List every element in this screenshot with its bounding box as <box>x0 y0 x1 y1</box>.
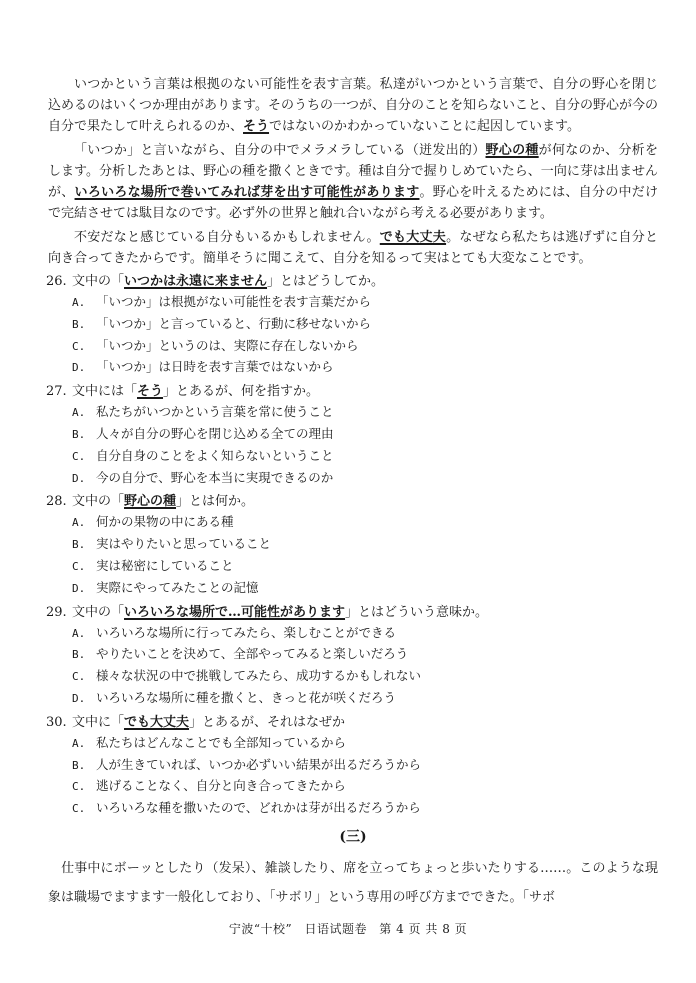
option-letter: B. <box>72 427 86 441</box>
stem-suffix: 」とあるが、何を指すか。 <box>163 384 320 400</box>
question-list <box>48 271 658 820</box>
stem-suffix: 」とはどうしてか。 <box>267 274 385 289</box>
question-number: 30. <box>46 714 67 730</box>
question-stem <box>46 491 658 512</box>
underlined-phrase: そう <box>137 384 164 400</box>
answer-option <box>72 623 658 645</box>
answer-option <box>72 292 658 314</box>
answer-option <box>72 402 658 424</box>
section3-paragraph: 仕事中にボーッとしたり（发呆）、雑談したり、席を立ってちょっと歩いたりする……。このような現象は職場でますます一般化しており、「サボリ」という専用の呼び方までできた。「サボ <box>48 860 658 905</box>
answer-option <box>72 733 658 755</box>
answer-option <box>72 446 658 468</box>
option-letter: A. <box>72 296 86 309</box>
option-text: 私たちはどんなことでも全部知っているから <box>96 734 347 750</box>
page-footer <box>0 920 696 937</box>
answer-option <box>72 755 658 777</box>
answer-option <box>72 424 658 446</box>
answer-option <box>72 688 658 710</box>
stem-prefix: 文中の「 <box>72 274 125 289</box>
question-26 <box>48 271 658 379</box>
question-28 <box>48 491 658 599</box>
answer-option <box>72 776 658 798</box>
option-text: 「いつか」は根拠がない可能性を表す言葉だから <box>96 294 372 309</box>
option-letter: A. <box>72 406 86 420</box>
answer-option <box>72 512 658 534</box>
section-heading: (三) <box>339 828 367 845</box>
option-letter: B. <box>72 538 86 552</box>
option-letter: C. <box>72 780 86 794</box>
underlined-phrase: 野心の種 <box>124 494 177 510</box>
option-letter: C. <box>72 339 86 353</box>
question-number: 29. <box>46 604 67 620</box>
text-run: いつかという言葉は根拠のない可能性を表す言葉。私達がいつかという言葉で、自分の野心を閉じ込めるのはいくつか理由があります。そのうちの一つが、自分のことを知らないこと、自分の野心が今の自分で果たして叶えられるのか、 <box>48 77 658 134</box>
text-run: 。野心を叶えるためには、自分の中だけで完結させては駄目なのです。必ず外の世界と触れ合いながら考える必要があります。 <box>48 185 658 221</box>
passage-paragraph-1 <box>48 74 658 137</box>
underlined-phrase: 野心の種 <box>485 143 539 158</box>
option-text: 「いつか」というのは、実際に存在しないから <box>96 337 359 353</box>
stem-prefix: 文中の「 <box>72 604 125 620</box>
underlined-phrase: いろいろな場所で巻いてみれば芽を出す可能性があります <box>74 185 420 200</box>
option-text: 実際にやってみたことの記憶 <box>96 579 259 595</box>
option-text: 人が生きていれば、いつか必ずいい結果が出るだろうから <box>96 756 422 772</box>
text-run: 。なぜなら私たちは逃げずに自分と向き合ってきたからです。簡単そうに聞こえて、自分を知るって実はとても大変なことです。 <box>48 230 658 266</box>
option-text: 実はやりたいと思っていること <box>96 536 272 552</box>
option-letter: C. <box>72 670 86 684</box>
option-text: 逃げることなく、自分と向き合ってきたから <box>96 778 346 794</box>
option-text: 私たちがいつかという言葉を常に使うこと <box>96 404 334 420</box>
question-stem <box>46 381 658 402</box>
underlined-phrase: そう <box>243 119 270 134</box>
answer-option <box>72 798 658 820</box>
option-letter: A. <box>72 736 86 750</box>
stem-suffix: 」とあるが、それはなぜか <box>189 714 346 730</box>
question-stem <box>46 271 658 292</box>
passage-paragraph-2 <box>48 140 658 224</box>
footer-page-number: 第 4 页 共 8 页 <box>379 922 468 936</box>
option-letter: D. <box>72 691 86 705</box>
option-letter: C. <box>72 802 86 816</box>
text-run: 「いつか」と言いながら、自分の中でメラメラしている（迸发出的） <box>74 143 486 158</box>
option-text: 自分自身のことをよく知らないということ <box>96 447 334 463</box>
answer-option <box>72 556 658 578</box>
option-letter: A. <box>72 516 86 530</box>
answer-option <box>72 357 658 379</box>
option-text: 人々が自分の野心を閉じ込める全ての理由 <box>96 425 334 441</box>
footer-subject: 日语试题卷 <box>304 922 367 936</box>
question-27 <box>48 381 658 489</box>
option-text: いろいろな種を撒いたので、どれかは芽が出るだろうから <box>96 800 421 816</box>
question-number: 26. <box>46 274 67 289</box>
text-run: 不安だなと感じている自分もいるかもしれません。 <box>74 230 380 245</box>
underlined-phrase: でも大丈夫 <box>124 714 190 730</box>
stem-suffix: 」とはどういう意味か。 <box>345 604 489 620</box>
option-text: いろいろな場所に行ってみたら、楽しむことができる <box>96 624 397 640</box>
question-30 <box>48 712 658 820</box>
option-text: 「いつか」は日時を表す言葉ではないから <box>96 359 334 375</box>
text-run: ではないのかわかっていないことに起因しています。 <box>269 119 580 134</box>
question-stem <box>46 712 658 733</box>
option-letter: B. <box>72 648 86 662</box>
answer-option <box>72 468 658 490</box>
option-text: 何かの果物の中にある種 <box>96 514 234 530</box>
footer-school: 宁波“十校” <box>228 922 293 936</box>
text-run: が何なのか、分析をします。分析したあとは、野心の種を撒くときです。種は自分で握りしめていたら、一向に芽は出ませんが、 <box>48 143 658 200</box>
option-letter: C. <box>72 449 86 463</box>
option-letter: A. <box>72 626 86 640</box>
option-letter: B. <box>72 758 86 772</box>
underlined-phrase: いつかは永遠に来ません <box>124 274 268 289</box>
answer-option <box>72 644 658 666</box>
exam-page <box>48 74 658 912</box>
option-text: 実は秘密にしていること <box>96 557 234 573</box>
stem-suffix: 」とは何か。 <box>176 494 255 510</box>
answer-option <box>72 336 658 358</box>
option-text: 「いつか」と言っていると、行動に移せないから <box>96 315 372 331</box>
answer-option <box>72 666 658 688</box>
option-text: いろいろな場所に種を撒くと、きっと花が咲くだろう <box>96 689 397 705</box>
stem-prefix: 文中の「 <box>72 494 125 510</box>
stem-prefix: 文中に「 <box>72 714 125 730</box>
option-text: やりたいことを決めて、全部やってみると楽しいだろう <box>96 646 409 662</box>
question-stem <box>46 602 658 623</box>
option-letter: D. <box>72 361 86 375</box>
passage-paragraph-3 <box>48 227 658 269</box>
answer-option <box>72 534 658 556</box>
answer-option <box>72 314 658 336</box>
answer-option <box>72 578 658 600</box>
option-letter: D. <box>72 581 86 595</box>
question-number: 28. <box>46 494 67 510</box>
underlined-phrase: でも大丈夫 <box>379 230 447 245</box>
underlined-phrase: いろいろな場所で…可能性があります <box>124 604 346 620</box>
option-letter: B. <box>72 317 86 331</box>
option-text: 様々な状況の中で挑戦してみたら、成功するかもしれない <box>96 668 422 684</box>
stem-prefix: 文中には「 <box>72 384 138 400</box>
option-text: 今の自分で、野心を本当に実現できるのか <box>96 469 334 485</box>
option-letter: C. <box>72 559 86 573</box>
question-number: 27. <box>46 384 67 400</box>
question-29 <box>48 602 658 710</box>
option-letter: D. <box>72 471 86 485</box>
